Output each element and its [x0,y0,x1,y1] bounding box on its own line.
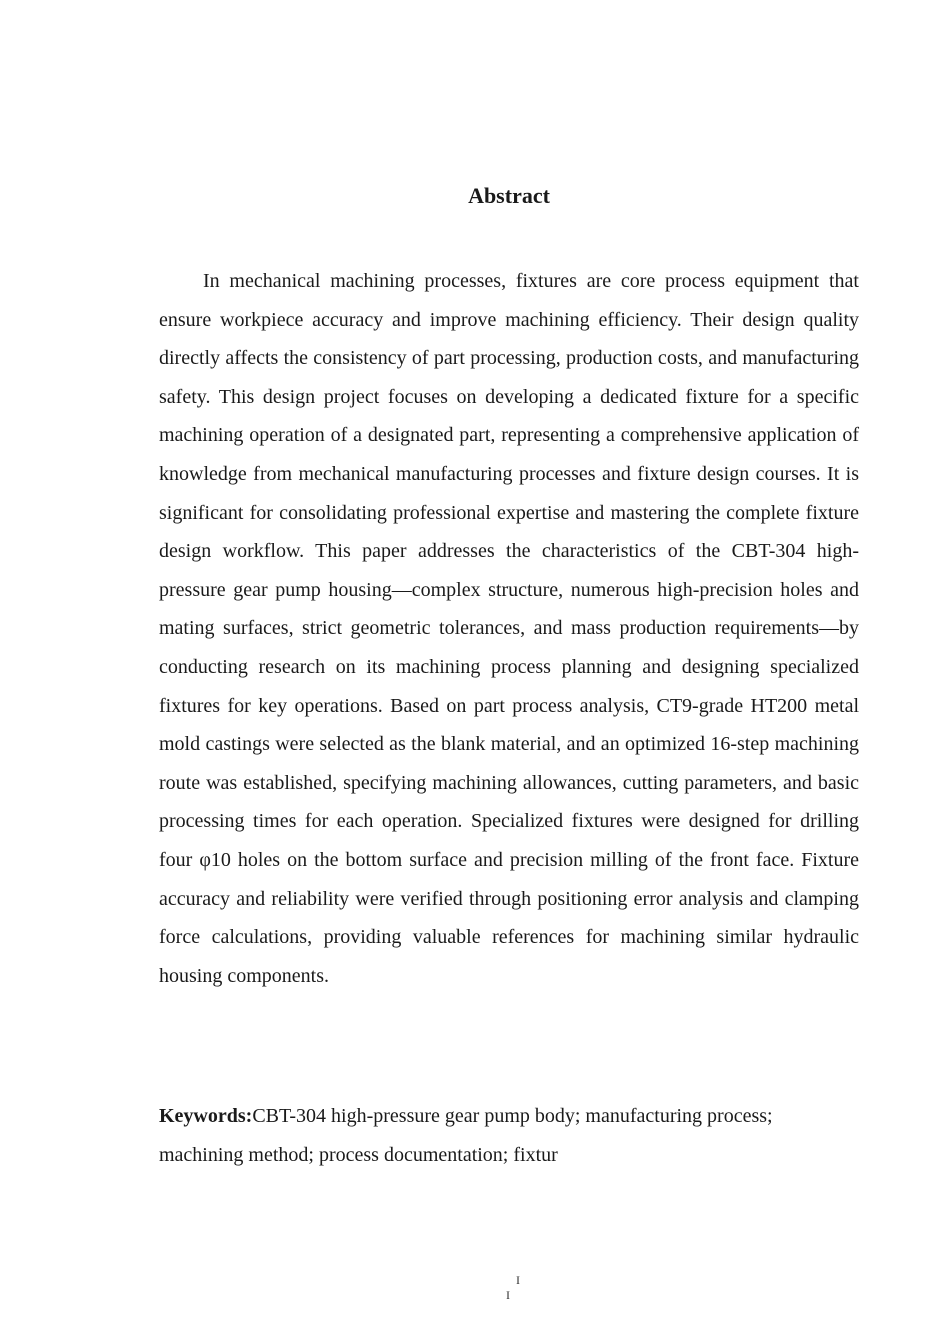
abstract-body: In mechanical machining processes, fixtures are core process equipment that ensure workpiece accuracy and improve machining efficiency. Their design quality directly affects the consistency of part processing, production costs, and manufacturing safety. This design project focuses on developing a dedicated fixture for a specific machining operation of a designated part, representing a comprehensive application of knowledge from mechanical manufacturing processes and fixture design courses. It is significant for consolidating professional expertise and mastering the complete fixture design workflow. This paper addresses the characteristics of the CBT-304 high-pressure gear pump housing—complex structure, numerous high-precision holes and mating surfaces, strict geometric tolerances, and mass production requirements—by conducting research on its machining process planning and designing specialized fixtures for key operations. Based on part process analysis, CT9-grade HT200 metal mold castings were selected as the blank material, and an optimized 16-step machining route was established, specifying machining allowances, cutting parameters, and basic processing times for each operation. Specialized fixtures were designed for drilling four φ10 holes on the bottom surface and precision milling of the front face. Fixture accuracy and reliability were verified through positioning error analysis and clamping force calculations, providing valuable references for machining similar hydraulic housing components. [159,270,859,987]
page-number-bottom: I [506,1288,510,1302]
abstract-title: Abstract [468,183,550,208]
keywords-label: Keywords: [159,1105,253,1127]
keywords-paragraph [159,1097,859,1174]
page-number-top: I [516,1273,520,1287]
keywords-text: CBT-304 high-pressure gear pump body; manufacturing process; machining method; process documentation; fixtur [159,1105,773,1166]
